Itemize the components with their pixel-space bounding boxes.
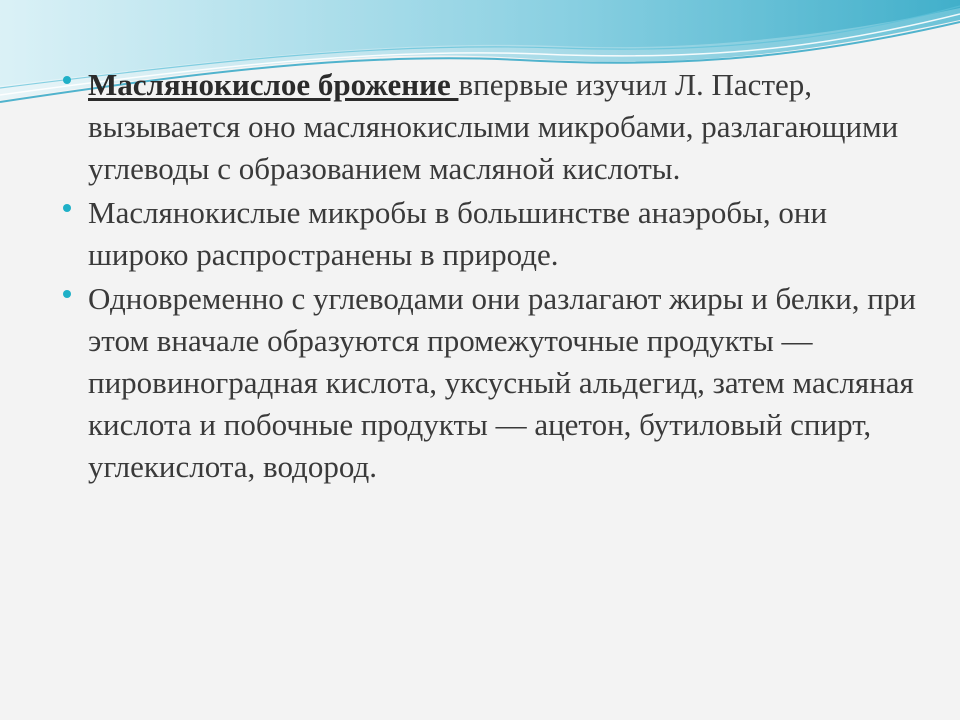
slide-content <box>62 64 922 490</box>
bullet-dot-icon <box>63 76 71 84</box>
bullet-list <box>62 64 922 488</box>
bullet-dot-icon <box>63 290 71 298</box>
bullet-dot-icon <box>63 204 71 212</box>
bullet-item <box>62 278 922 488</box>
bullet-text: Маслянокислые микробы в большинстве анаэробы, они широко распространены в природе. <box>88 195 828 272</box>
bullet-item <box>62 192 922 276</box>
bullet-item <box>62 64 922 190</box>
bullet-text: Одновременно с углеводами они разлагают жиры и белки, при этом вначале образуются промежуточные продукты — пировиноградная кислота, уксусный альдегид, затем масляная кислота и побочные продукты — ацетон, бутиловый спирт, углекислота, водород. <box>88 281 916 484</box>
bullet-text: впервые изучил Л. Пастер, вызывается оно маслянокислыми микробами, разлагающими углеводы с образованием масляной кислоты. <box>88 67 899 186</box>
bullet-highlight: Маслянокислое брожение <box>88 67 459 102</box>
